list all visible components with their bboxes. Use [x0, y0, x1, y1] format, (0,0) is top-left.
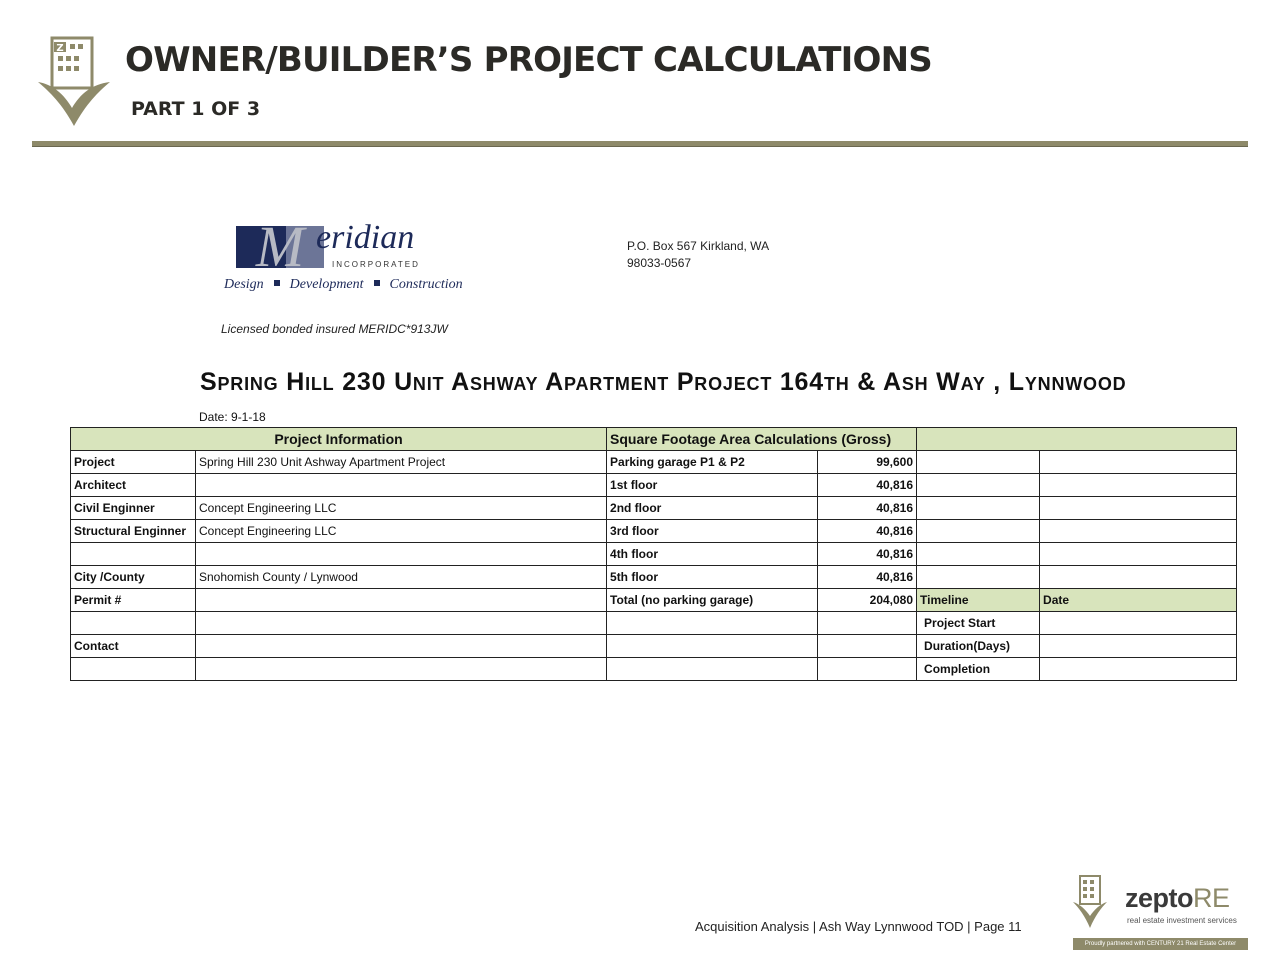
- meridian-initial: M: [255, 216, 305, 274]
- empty-cell: [196, 658, 607, 681]
- table-row: [71, 566, 1237, 589]
- company-address: [627, 238, 769, 272]
- area-label: 5th floor: [607, 566, 818, 589]
- empty-cell: [607, 612, 818, 635]
- row-value: [196, 474, 607, 497]
- address-line: P.O. Box 567 Kirkland, WA: [627, 239, 770, 253]
- area-sqft: 40,816: [818, 474, 917, 497]
- logo-letter: Z: [56, 43, 64, 54]
- zeptore-brand: [1125, 883, 1230, 914]
- row-label: Architect: [71, 474, 196, 497]
- area-label: Total (no parking garage): [607, 589, 818, 612]
- row-label: Project: [71, 451, 196, 474]
- page-number: 11: [1008, 919, 1022, 934]
- area-sqft: 40,816: [818, 497, 917, 520]
- table-row: [71, 589, 1237, 612]
- empty-cell: [1040, 635, 1237, 658]
- empty-cell: [71, 612, 196, 635]
- header-project-information: Project Information: [71, 428, 607, 451]
- meridian-logo: [236, 216, 446, 274]
- table-row: [71, 658, 1237, 681]
- tagline-item: Development: [289, 277, 364, 292]
- header-divider: [32, 141, 1248, 147]
- timeline-header: Timeline: [917, 589, 1040, 612]
- table-row: [71, 635, 1237, 658]
- row-label: Structural Enginner: [71, 520, 196, 543]
- row-label: Permit #: [71, 589, 196, 612]
- row-value: Concept Engineering LLC: [196, 520, 607, 543]
- table-row: [71, 612, 1237, 635]
- empty-cell: [917, 451, 1040, 474]
- row-value: Spring Hill 230 Unit Ashway Apartment Project: [196, 451, 607, 474]
- timeline-item: Project Start: [917, 612, 1040, 635]
- footer-text: [695, 919, 1022, 934]
- area-sqft: 40,816: [818, 520, 917, 543]
- table-row: [71, 520, 1237, 543]
- row-value: Concept Engineering LLC: [196, 497, 607, 520]
- document-date: Date: 9-1-18: [199, 410, 266, 424]
- date-header: Date: [1040, 589, 1237, 612]
- area-label: Parking garage P1 & P2: [607, 451, 818, 474]
- empty-cell: [196, 635, 607, 658]
- empty-cell: [1040, 543, 1237, 566]
- empty-cell: [917, 497, 1040, 520]
- area-total-sqft: 204,080: [818, 589, 917, 612]
- brand-partner-bar: Proudly partnered with CENTURY 21 Real Estate Center: [1073, 938, 1248, 950]
- address-line: 98033-0567: [627, 256, 692, 270]
- empty-cell: [71, 658, 196, 681]
- header-square-footage: Square Footage Area Calculations (Gross): [607, 428, 917, 451]
- empty-cell: [818, 612, 917, 635]
- empty-cell: [818, 635, 917, 658]
- area-sqft: 40,816: [818, 543, 917, 566]
- area-label: 4th floor: [607, 543, 818, 566]
- empty-cell: [1040, 520, 1237, 543]
- empty-cell: [917, 566, 1040, 589]
- empty-cell: [607, 635, 818, 658]
- page-title: OWNER/BUILDER’S PROJECT CALCULATIONS: [125, 40, 932, 80]
- meridian-tagline: [224, 277, 463, 293]
- empty-cell: [607, 658, 818, 681]
- tagline-item: Construction: [389, 277, 463, 292]
- area-label: 1st floor: [607, 474, 818, 497]
- area-label: 3rd floor: [607, 520, 818, 543]
- empty-cell: [917, 543, 1040, 566]
- empty-cell: [1040, 612, 1237, 635]
- row-label: [71, 543, 196, 566]
- license-text: Licensed bonded insured MERIDC*913JW: [221, 322, 448, 336]
- header-blank: [917, 428, 1237, 451]
- empty-cell: [917, 474, 1040, 497]
- tagline-item: Design: [224, 277, 264, 292]
- empty-cell: [1040, 497, 1237, 520]
- row-value: [196, 543, 607, 566]
- table-row: [71, 497, 1237, 520]
- table-header-row: [71, 428, 1237, 451]
- area-label: 2nd floor: [607, 497, 818, 520]
- timeline-item: Duration(Days): [917, 635, 1040, 658]
- brand-re: RE: [1193, 883, 1230, 913]
- row-value: [196, 589, 607, 612]
- area-sqft: 99,600: [818, 451, 917, 474]
- footer-caption: Acquisition Analysis | Ash Way Lynnwood TOD | Page: [695, 919, 1005, 934]
- table-row: [71, 451, 1237, 474]
- row-value: Snohomish County / Lynwood: [196, 566, 607, 589]
- page-subtitle: PART 1 OF 3: [131, 98, 261, 120]
- empty-cell: [1040, 451, 1237, 474]
- brand-main: zepto: [1125, 883, 1193, 913]
- meridian-sub: INCORPORATED: [332, 260, 420, 269]
- zeptore-logo-icon: [1072, 874, 1108, 930]
- table-row: [71, 543, 1237, 566]
- brand-subtitle: real estate investment services: [1127, 916, 1237, 925]
- empty-cell: [1040, 566, 1237, 589]
- empty-cell: [818, 658, 917, 681]
- project-calculations-table: [70, 427, 1237, 681]
- company-logo-icon: [36, 36, 112, 128]
- empty-cell: [1040, 658, 1237, 681]
- row-label: City /County: [71, 566, 196, 589]
- area-sqft: 40,816: [818, 566, 917, 589]
- empty-cell: [196, 612, 607, 635]
- empty-cell: [917, 520, 1040, 543]
- empty-cell: [1040, 474, 1237, 497]
- document-title: Spring Hill 230 Unit Ashway Apartment Project 164th & Ash Way , Lynnwood: [200, 368, 1127, 396]
- contact-label: Contact: [71, 635, 196, 658]
- timeline-item: Completion: [917, 658, 1040, 681]
- meridian-name: eridian: [316, 219, 415, 256]
- table-row: [71, 474, 1237, 497]
- row-label: Civil Enginner: [71, 497, 196, 520]
